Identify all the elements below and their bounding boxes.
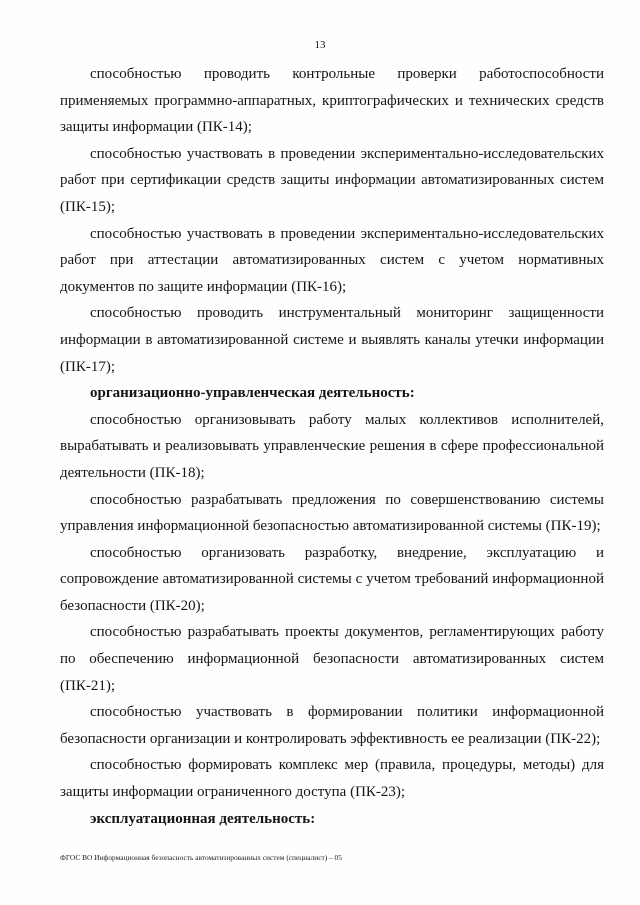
section-heading-operation: эксплуатационная деятельность: bbox=[90, 810, 316, 827]
paragraph-pk-15: способностью участвовать в проведении экспериментально-исследовательских работ при сертификации средств защиты информации автоматизированных систем (ПК-15); bbox=[60, 145, 604, 215]
paragraph-pk-20: способностью организовать разработку, внедрение, эксплуатацию и сопровождение автоматизированной системы с учетом требований информационной безопасности (ПК-20); bbox=[60, 544, 604, 614]
page-number: 13 bbox=[314, 39, 326, 51]
paragraph-pk-17: способностью проводить инструментальный мониторинг защищенности информации в автоматизированной системе и выявлять каналы утечки информации (ПК-17); bbox=[60, 305, 604, 375]
section-heading-management: организационно-управленческая деятельность: bbox=[90, 385, 415, 402]
paragraph-pk-16: способностью участвовать в проведении экспериментально-исследовательских работ при аттестации автоматизированных систем с учетом нормативных документов по защите информации (ПК-16); bbox=[60, 225, 604, 295]
paragraph-pk-18: способностью организовывать работу малых коллективов исполнителей, вырабатывать и реализовывать управленческие решения в сфере профессиональной деятельности (ПК-18); bbox=[60, 411, 604, 481]
paragraph-pk-21: способностью разрабатывать проекты документов, регламентирующих работу по обеспечению информационной безопасности автоматизированных систем (ПК-21); bbox=[60, 624, 604, 694]
page-footer: ФГОС ВО Информационная безопасность автоматизированных систем (специалист) – 05 bbox=[60, 853, 342, 862]
paragraph-pk-22: способностью участвовать в формировании политики информационной безопасности организации и контролировать эффективность ее реализации (ПК-22); bbox=[60, 704, 604, 747]
paragraph-pk-23: способностью формировать комплекс мер (правила, процедуры, методы) для защиты информации ограниченного доступа (ПК-23); bbox=[60, 757, 604, 801]
paragraph-pk-19: способностью разрабатывать предложения по совершенствованию системы управления информационной безопасностью автоматизированной системы (ПК-19); bbox=[60, 491, 604, 535]
page-body bbox=[60, 61, 604, 832]
paragraph-pk-14: способностью проводить контрольные проверки работоспособности применяемых программно-аппаратных, криптографических и технических средств защиты информации (ПК-14); bbox=[60, 66, 604, 136]
